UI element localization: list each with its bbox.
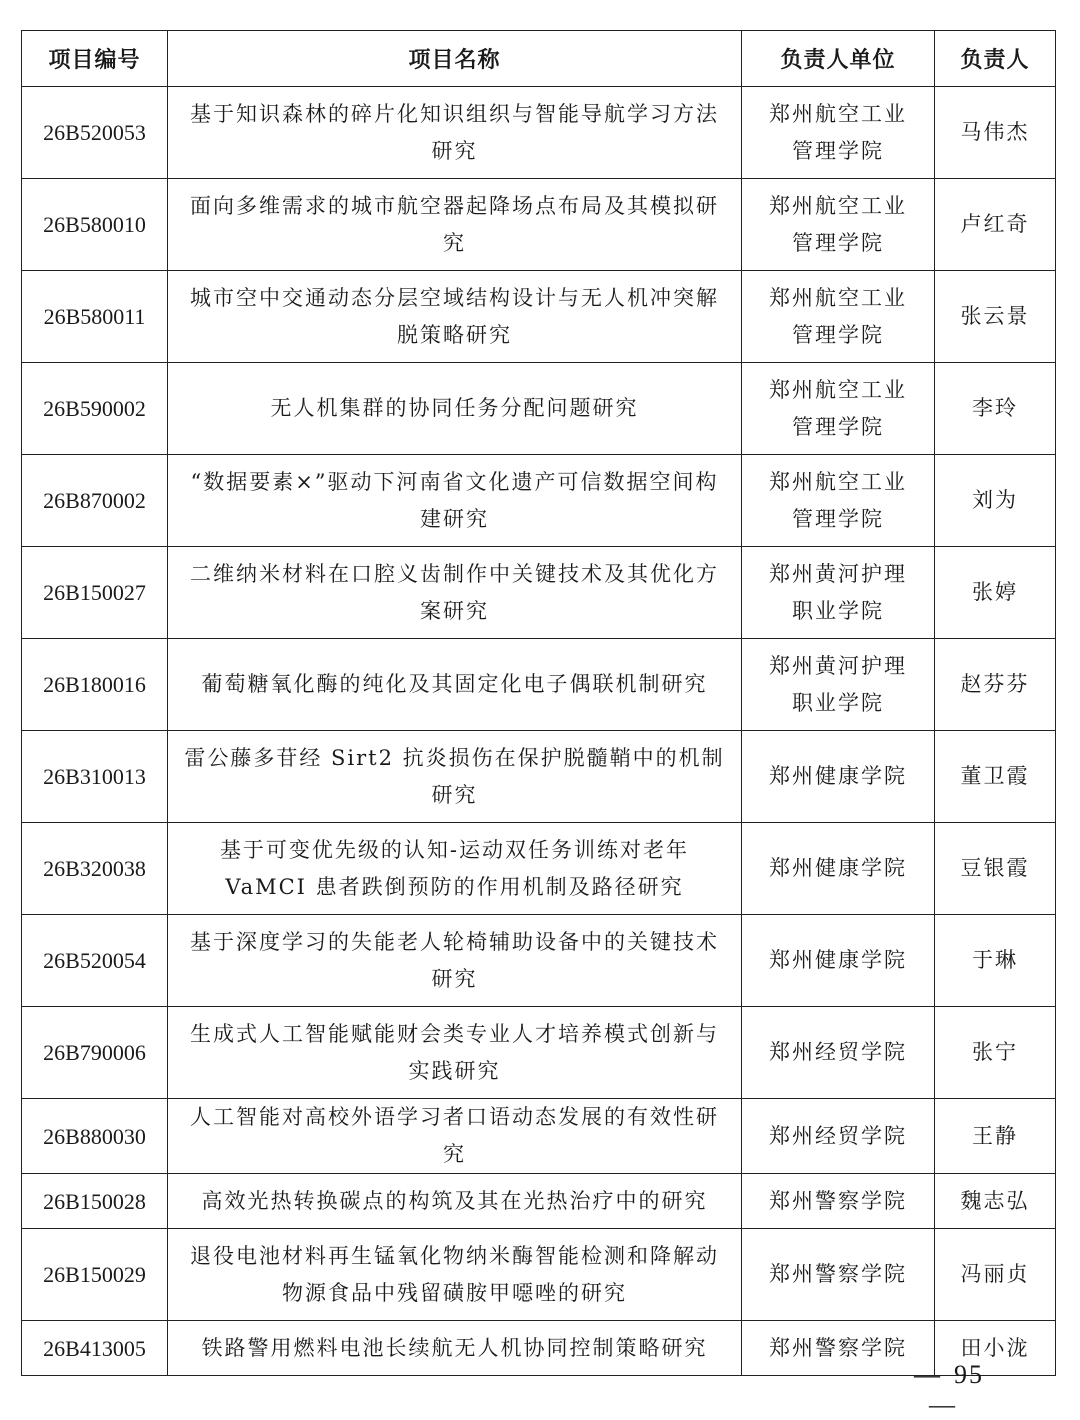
responsible-unit: 郑州警察学院 bbox=[742, 1174, 935, 1229]
responsible-unit: 郑州健康学院 bbox=[742, 731, 935, 823]
responsible-person: 王静 bbox=[935, 1099, 1056, 1174]
responsible-unit: 郑州健康学院 bbox=[742, 823, 935, 915]
responsible-person: 张婷 bbox=[935, 547, 1056, 639]
table-row bbox=[22, 1174, 1056, 1229]
project-code: 26B310013 bbox=[22, 731, 168, 823]
project-name: 铁路警用燃料电池长续航无人机协同控制策略研究 bbox=[168, 1321, 742, 1376]
table-row bbox=[22, 731, 1056, 823]
responsible-person: 魏志弘 bbox=[935, 1174, 1056, 1229]
table-row bbox=[22, 455, 1056, 547]
responsible-person: 于琳 bbox=[935, 915, 1056, 1007]
responsible-unit: 郑州警察学院 bbox=[742, 1229, 935, 1321]
responsible-person: 卢红奇 bbox=[935, 179, 1056, 271]
responsible-unit: 郑州经贸学院 bbox=[742, 1007, 935, 1099]
project-code: 26B413005 bbox=[22, 1321, 168, 1376]
header-project-name: 项目名称 bbox=[168, 31, 742, 87]
table-row bbox=[22, 639, 1056, 731]
page-number-dash-right: — bbox=[929, 1390, 957, 1419]
responsible-person: 田小泷 bbox=[935, 1321, 1056, 1376]
project-table bbox=[21, 30, 1056, 1376]
project-code: 26B590002 bbox=[22, 363, 168, 455]
table-row bbox=[22, 179, 1056, 271]
project-name: 高效光热转换碳点的构筑及其在光热治疗中的研究 bbox=[168, 1174, 742, 1229]
responsible-person: 冯丽贞 bbox=[935, 1229, 1056, 1321]
project-code: 26B580010 bbox=[22, 179, 168, 271]
project-name: “数据要素×”驱动下河南省文化遗产可信数据空间构建研究 bbox=[168, 455, 742, 547]
responsible-unit: 郑州经贸学院 bbox=[742, 1099, 935, 1174]
project-code: 26B520054 bbox=[22, 915, 168, 1007]
responsible-unit: 郑州黄河护理职业学院 bbox=[742, 639, 935, 731]
project-name: 生成式人工智能赋能财会类专业人才培养模式创新与实践研究 bbox=[168, 1007, 742, 1099]
project-code: 26B880030 bbox=[22, 1099, 168, 1174]
project-name: 基于知识森林的碎片化知识组织与智能导航学习方法研究 bbox=[168, 87, 742, 179]
project-name: 城市空中交通动态分层空域结构设计与无人机冲突解脱策略研究 bbox=[168, 271, 742, 363]
responsible-person: 李玲 bbox=[935, 363, 1056, 455]
project-code: 26B150027 bbox=[22, 547, 168, 639]
table-row bbox=[22, 547, 1056, 639]
project-code: 26B150029 bbox=[22, 1229, 168, 1321]
project-name: 葡萄糖氧化酶的纯化及其固定化电子偶联机制研究 bbox=[168, 639, 742, 731]
responsible-person: 董卫霞 bbox=[935, 731, 1056, 823]
responsible-person: 刘为 bbox=[935, 455, 1056, 547]
responsible-unit: 郑州航空工业管理学院 bbox=[742, 87, 935, 179]
project-name: 退役电池材料再生锰氧化物纳米酶智能检测和降解动物源食品中残留磺胺甲噁唑的研究 bbox=[168, 1229, 742, 1321]
table-row bbox=[22, 1099, 1056, 1174]
project-name: 基于深度学习的失能老人轮椅辅助设备中的关键技术研究 bbox=[168, 915, 742, 1007]
table-row bbox=[22, 1229, 1056, 1321]
table-row bbox=[22, 915, 1056, 1007]
header-project-code: 项目编号 bbox=[22, 31, 168, 87]
header-responsible-person: 负责人 bbox=[935, 31, 1056, 87]
project-name: 人工智能对高校外语学习者口语动态发展的有效性研究 bbox=[168, 1099, 742, 1174]
page-number-value: 95 bbox=[954, 1360, 984, 1389]
project-name: 面向多维需求的城市航空器起降场点布局及其模拟研究 bbox=[168, 179, 742, 271]
project-name: 无人机集群的协同任务分配问题研究 bbox=[168, 363, 742, 455]
project-name: 基于可变优先级的认知-运动双任务训练对老年 VaMCI 患者跌倒预防的作用机制及路径研究 bbox=[168, 823, 742, 915]
project-code: 26B180016 bbox=[22, 639, 168, 731]
responsible-unit: 郑州黄河护理职业学院 bbox=[742, 547, 935, 639]
table-row bbox=[22, 87, 1056, 179]
responsible-person: 马伟杰 bbox=[935, 87, 1056, 179]
project-code: 26B870002 bbox=[22, 455, 168, 547]
table-row bbox=[22, 1007, 1056, 1099]
responsible-unit: 郑州航空工业管理学院 bbox=[742, 271, 935, 363]
page-number bbox=[878, 1360, 1008, 1420]
responsible-unit: 郑州航空工业管理学院 bbox=[742, 363, 935, 455]
project-code: 26B520053 bbox=[22, 87, 168, 179]
project-code: 26B320038 bbox=[22, 823, 168, 915]
responsible-person: 张宁 bbox=[935, 1007, 1056, 1099]
responsible-person: 张云景 bbox=[935, 271, 1056, 363]
responsible-unit: 郑州航空工业管理学院 bbox=[742, 455, 935, 547]
responsible-unit: 郑州健康学院 bbox=[742, 915, 935, 1007]
responsible-person: 豆银霞 bbox=[935, 823, 1056, 915]
responsible-person: 赵芬芬 bbox=[935, 639, 1056, 731]
table-header-row bbox=[22, 31, 1056, 87]
header-responsible-unit: 负责人单位 bbox=[742, 31, 935, 87]
project-name: 二维纳米材料在口腔义齿制作中关键技术及其优化方案研究 bbox=[168, 547, 742, 639]
project-name: 雷公藤多苷经 Sirt2 抗炎损伤在保护脱髓鞘中的机制研究 bbox=[168, 731, 742, 823]
project-code: 26B580011 bbox=[22, 271, 168, 363]
page-number-dash-left: — bbox=[914, 1360, 942, 1389]
responsible-unit: 郑州航空工业管理学院 bbox=[742, 179, 935, 271]
responsible-unit: 郑州警察学院 bbox=[742, 1321, 935, 1376]
table-row bbox=[22, 363, 1056, 455]
project-code: 26B790006 bbox=[22, 1007, 168, 1099]
project-code: 26B150028 bbox=[22, 1174, 168, 1229]
table-row bbox=[22, 823, 1056, 915]
table-row bbox=[22, 271, 1056, 363]
